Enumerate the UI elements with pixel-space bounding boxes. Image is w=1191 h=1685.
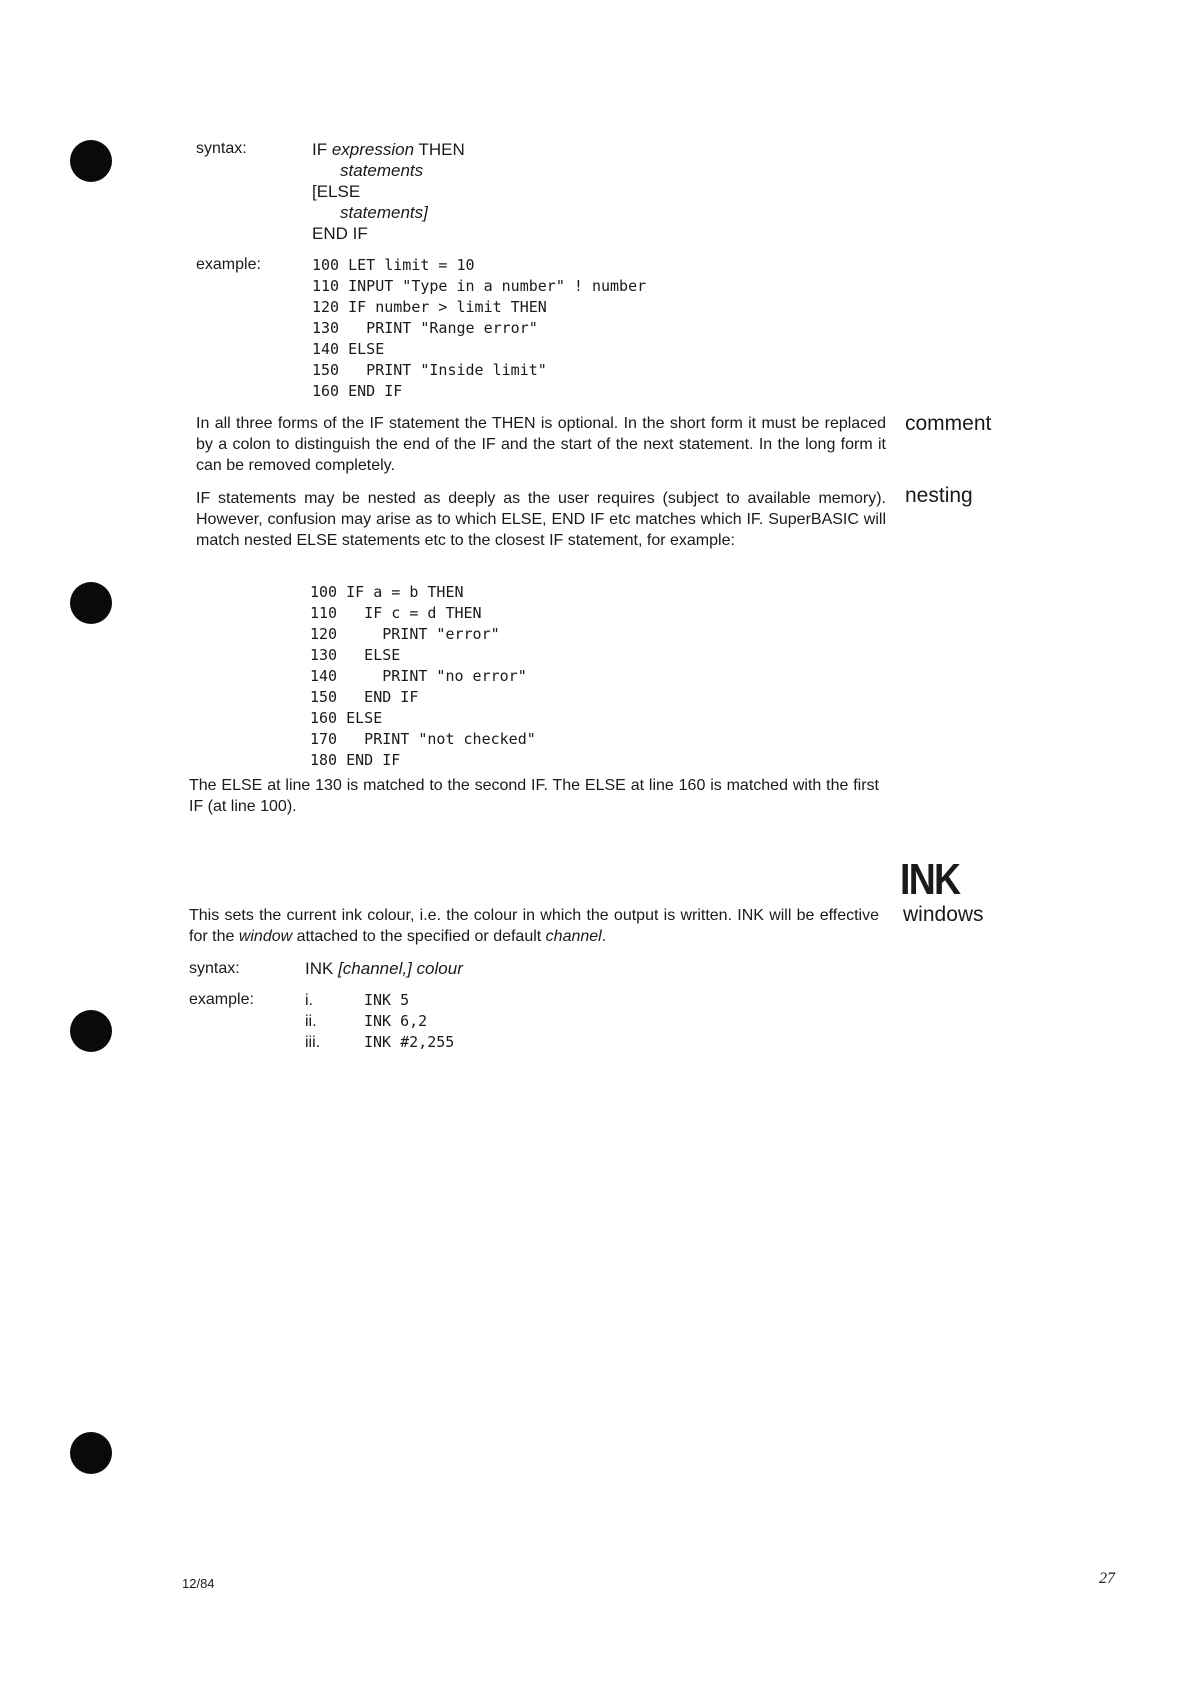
binder-hole-4 (70, 1432, 112, 1474)
if-syntax-statements: statements (340, 161, 424, 180)
if-syntax-line1: IF expression THEN (312, 140, 465, 159)
comment-paragraph: In all three forms of the IF statement the THEN is optional. In the short form it must be replaced by a colon to distinguish the end of the IF and the start of the next statement. In the long form it can be removed completely. (196, 415, 886, 474)
if-example-label: example: (196, 256, 261, 273)
ink-description: This sets the current ink colour, i.e. the colour in which the output is written. INK will be effective for the window attached to the specified or default channel. (189, 907, 879, 945)
ink-syntax-line: INK [channel,] colour (305, 959, 463, 978)
ink-example-label: example: (189, 991, 254, 1008)
ink-heading: INK (900, 855, 960, 904)
binder-hole-1 (70, 140, 112, 182)
binder-hole-3 (70, 1010, 112, 1052)
comment-side-heading: comment (905, 412, 992, 435)
ink-desc-window: window (238, 928, 293, 945)
nesting-paragraph: IF statements may be nested as deeply as the user requires (subject to available memory). However, confusion may arise as to which ELSE, END IF etc matches which IF. SuperBASIC will match nested ELSE statements etc to the closest IF statement, for example: (196, 490, 886, 549)
if-example-code: 100 LET limit = 10 110 INPUT "Type in a number" ! number 120 IF number > limit THEN 130 PRINT "Range error" 140 ELSE 150 PRINT "Inside limit" 160 END IF (312, 256, 647, 400)
binder-hole-2 (70, 582, 112, 624)
if-syntax-else: [ELSE (312, 182, 361, 201)
if-syntax-block (312, 139, 465, 244)
ink-example-item: i. INK 5 (305, 991, 410, 1009)
nesting-side-heading: nesting (905, 484, 973, 507)
if-syntax-endif: END IF (312, 224, 368, 243)
if-syntax-statements2: statements] (340, 203, 428, 222)
ink-example-list (305, 991, 454, 1054)
ink-syntax-label: syntax: (189, 960, 240, 977)
if-syntax-label: syntax: (196, 140, 247, 157)
ink-desc-channel: channel (545, 928, 602, 945)
footer-date: 12/84 (182, 1576, 215, 1591)
else-note-paragraph: The ELSE at line 130 is matched to the second IF. The ELSE at line 160 is matched with the first IF (at line 100). (189, 777, 879, 815)
page-number: 27 (1099, 1570, 1115, 1587)
nesting-example-code: 100 IF a = b THEN 110 IF c = d THEN 120 PRINT "error" 130 ELSE 140 PRINT "no error" 150 END IF 160 ELSE 170 PRINT "not checked" 180 END IF (310, 583, 536, 769)
ink-example-item: ii. INK 6,2 (305, 1012, 428, 1030)
ink-example-item: iii. INK #2,255 (305, 1033, 455, 1051)
ink-side-heading: windows (903, 903, 984, 926)
